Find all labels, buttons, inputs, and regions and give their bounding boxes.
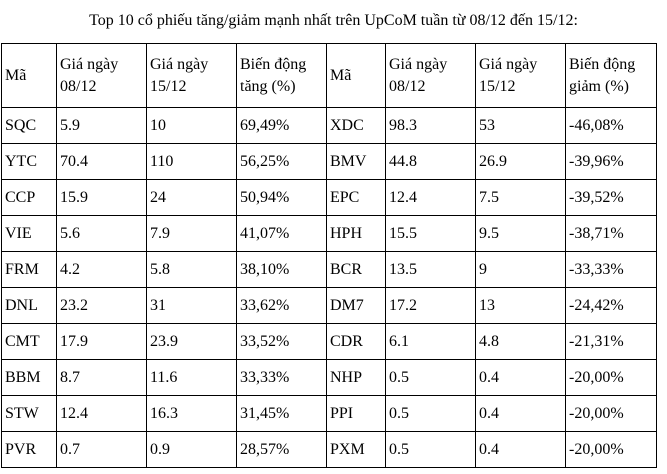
cell-change-up: 33,33% [237, 360, 327, 396]
header-price-end-up: Giá ngày 15/12 [147, 44, 237, 108]
table-row [2, 288, 657, 324]
cell-price-end-up: 5.8 [147, 252, 237, 288]
cell-price-start-up: 0.7 [57, 432, 147, 468]
cell-change-up: 31,45% [237, 396, 327, 432]
table-body [2, 44, 657, 468]
cell-price-end-up: 10 [147, 108, 237, 144]
cell-price-start-up: 8.7 [57, 360, 147, 396]
cell-code-down: PXM [327, 432, 386, 468]
cell-price-start-down: 12.4 [386, 180, 476, 216]
cell-price-end-up: 24 [147, 180, 237, 216]
cell-change-up: 56,25% [237, 144, 327, 180]
cell-change-down: -24,42% [566, 288, 657, 324]
cell-price-start-up: 12.4 [57, 396, 147, 432]
cell-code-up: BBM [2, 360, 57, 396]
cell-code-up: CMT [2, 324, 57, 360]
cell-price-end-down: 9 [476, 252, 566, 288]
header-code-up: Mã [2, 44, 57, 108]
cell-change-up: 69,49% [237, 108, 327, 144]
cell-price-end-down: 0.4 [476, 396, 566, 432]
table-row [2, 324, 657, 360]
table-row [2, 108, 657, 144]
table-row [2, 396, 657, 432]
cell-change-down: -21,31% [566, 324, 657, 360]
cell-change-up: 50,94% [237, 180, 327, 216]
cell-price-end-down: 4.8 [476, 324, 566, 360]
cell-code-down: BMV [327, 144, 386, 180]
cell-code-down: CDR [327, 324, 386, 360]
header-price-end-down: Giá ngày 15/12 [476, 44, 566, 108]
cell-price-end-up: 31 [147, 288, 237, 324]
cell-price-start-down: 6.1 [386, 324, 476, 360]
cell-change-up: 33,62% [237, 288, 327, 324]
cell-price-start-down: 44.8 [386, 144, 476, 180]
cell-change-down: -38,71% [566, 216, 657, 252]
cell-price-end-down: 7.5 [476, 180, 566, 216]
cell-code-down: PPI [327, 396, 386, 432]
cell-price-end-up: 0.9 [147, 432, 237, 468]
cell-price-end-up: 110 [147, 144, 237, 180]
cell-code-down: XDC [327, 108, 386, 144]
cell-change-down: -46,08% [566, 108, 657, 144]
cell-price-start-up: 4.2 [57, 252, 147, 288]
header-code-down: Mã [327, 44, 386, 108]
cell-price-start-down: 0.5 [386, 432, 476, 468]
cell-code-down: BCR [327, 252, 386, 288]
table-row [2, 252, 657, 288]
cell-price-end-down: 53 [476, 108, 566, 144]
cell-code-down: NHP [327, 360, 386, 396]
page-title: Top 10 cổ phiếu tăng/giảm mạnh nhất trên UpCoM tuần từ 08/12 đến 15/12: [89, 12, 578, 29]
cell-change-down: -39,52% [566, 180, 657, 216]
cell-code-up: DNL [2, 288, 57, 324]
cell-price-start-up: 70.4 [57, 144, 147, 180]
table-row [2, 360, 657, 396]
cell-code-up: VIE [2, 216, 57, 252]
cell-price-start-down: 98.3 [386, 108, 476, 144]
cell-price-start-up: 5.6 [57, 216, 147, 252]
cell-code-up: SQC [2, 108, 57, 144]
cell-price-start-down: 13.5 [386, 252, 476, 288]
cell-code-up: STW [2, 396, 57, 432]
header-price-start-up: Giá ngày 08/12 [57, 44, 147, 108]
header-price-start-down: Giá ngày 08/12 [386, 44, 476, 108]
cell-change-down: -20,00% [566, 360, 657, 396]
cell-code-down: HPH [327, 216, 386, 252]
cell-price-start-up: 23.2 [57, 288, 147, 324]
cell-price-end-down: 13 [476, 288, 566, 324]
cell-price-start-down: 0.5 [386, 396, 476, 432]
cell-change-up: 38,10% [237, 252, 327, 288]
cell-code-down: EPC [327, 180, 386, 216]
cell-price-start-down: 15.5 [386, 216, 476, 252]
cell-change-down: -20,00% [566, 432, 657, 468]
cell-price-end-up: 11.6 [147, 360, 237, 396]
cell-price-end-down: 0.4 [476, 360, 566, 396]
cell-price-end-down: 26.9 [476, 144, 566, 180]
cell-price-end-up: 16.3 [147, 396, 237, 432]
cell-change-down: -20,00% [566, 396, 657, 432]
cell-code-up: FRM [2, 252, 57, 288]
cell-code-up: YTC [2, 144, 57, 180]
table-row [2, 144, 657, 180]
cell-code-down: DM7 [327, 288, 386, 324]
cell-change-up: 41,07% [237, 216, 327, 252]
cell-change-up: 28,57% [237, 432, 327, 468]
cell-price-end-down: 0.4 [476, 432, 566, 468]
cell-change-up: 33,52% [237, 324, 327, 360]
stock-table [1, 43, 657, 468]
header-row [2, 44, 657, 108]
cell-price-end-up: 7.9 [147, 216, 237, 252]
table-row [2, 180, 657, 216]
header-change-down: Biến động giảm (%) [566, 44, 657, 108]
cell-change-down: -39,96% [566, 144, 657, 180]
cell-price-start-up: 15.9 [57, 180, 147, 216]
cell-price-start-down: 0.5 [386, 360, 476, 396]
cell-code-up: CCP [2, 180, 57, 216]
cell-change-down: -33,33% [566, 252, 657, 288]
cell-price-start-up: 5.9 [57, 108, 147, 144]
cell-code-up: PVR [2, 432, 57, 468]
header-change-up: Biến động tăng (%) [237, 44, 327, 108]
cell-price-end-up: 23.9 [147, 324, 237, 360]
table-row [2, 216, 657, 252]
cell-price-start-up: 17.9 [57, 324, 147, 360]
cell-price-end-down: 9.5 [476, 216, 566, 252]
table-row [2, 432, 657, 468]
cell-price-start-down: 17.2 [386, 288, 476, 324]
